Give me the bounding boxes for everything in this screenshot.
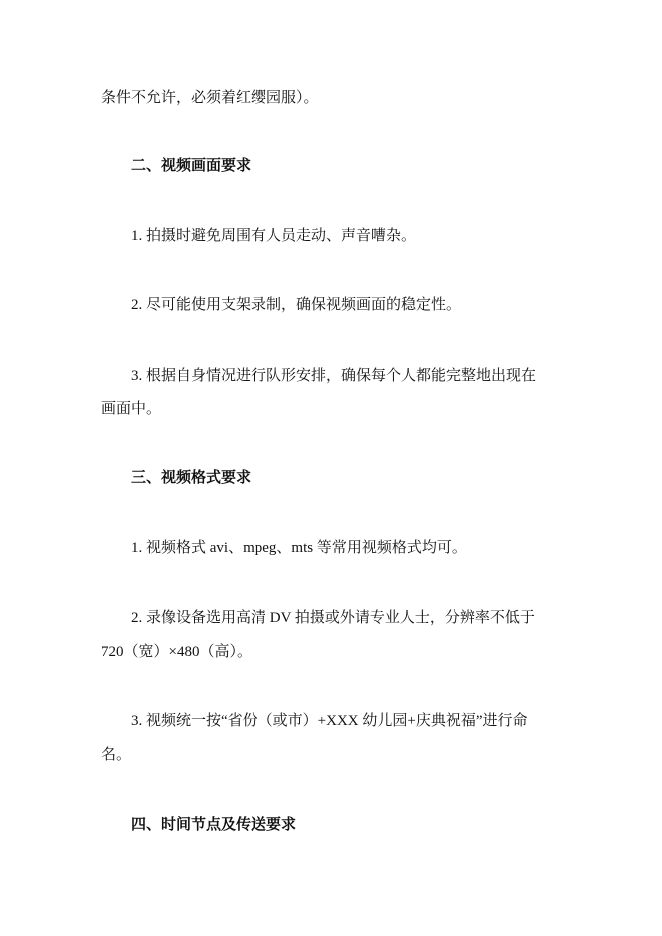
requirement-item: 2. 录像设备选用高清 DV 拍摄或外请专业人士，分辨率不低于: [131, 610, 535, 626]
paragraph-continuation: 条件不允许，必须着红缨园服）。: [101, 90, 319, 106]
requirement-item-continuation: 名。: [101, 747, 132, 763]
requirement-item: 1. 拍摄时避免周围有人员走动、声音嘈杂。: [131, 228, 417, 244]
section-heading-timeline-delivery: 四、时间节点及传送要求: [131, 817, 297, 833]
section-heading-video-picture: 二、视频画面要求: [131, 158, 252, 174]
requirement-item: 3. 视频统一按“省份（或市）+XXX 幼儿园+庆典祝福”进行命: [131, 713, 528, 729]
section-heading-video-format: 三、视频格式要求: [131, 470, 252, 486]
requirement-item-continuation: 720（宽）×480（高）。: [101, 644, 252, 660]
requirement-item: 1. 视频格式 avi、mpeg、mts 等常用视频格式均可。: [131, 540, 467, 556]
requirement-item: 2. 尽可能使用支架录制，确保视频画面的稳定性。: [131, 297, 462, 313]
requirement-item: 3. 根据自身情况进行队形安排，确保每个人都能完整地出现在: [131, 368, 537, 384]
requirement-item-continuation: 画面中。: [101, 401, 162, 417]
